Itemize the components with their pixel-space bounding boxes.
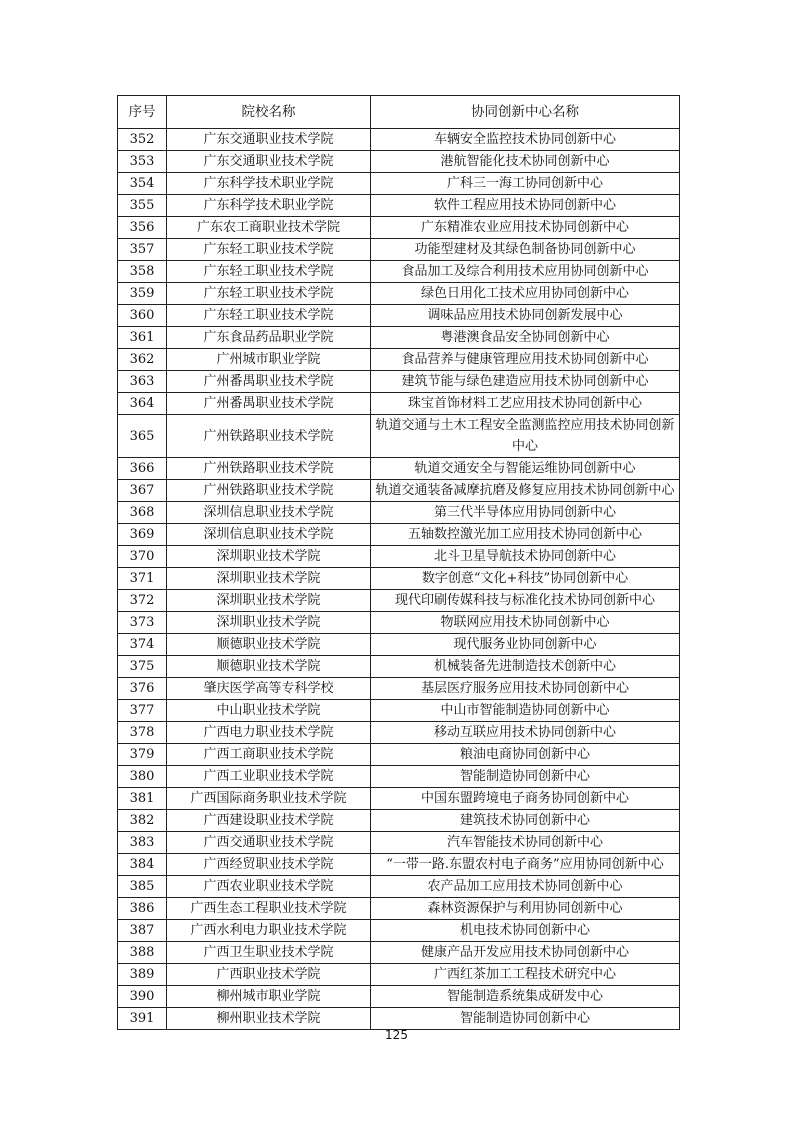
school-name-cell: 广西工业职业技术学院 bbox=[167, 766, 371, 788]
center-name-cell: 食品加工及综合利用技术应用协同创新中心 bbox=[371, 261, 680, 283]
table-row bbox=[118, 700, 680, 722]
table-row bbox=[118, 283, 680, 305]
center-name-cell: 健康产品开发应用技术协同创新中心 bbox=[371, 942, 680, 964]
center-name-cell: 现代服务业协同创新中心 bbox=[371, 634, 680, 656]
center-name-cell: 五轴数控激光加工应用技术协同创新中心 bbox=[371, 524, 680, 546]
table-row bbox=[118, 546, 680, 568]
school-name-cell: 广西卫生职业技术学院 bbox=[167, 942, 371, 964]
row-number-cell: 391 bbox=[118, 1008, 167, 1030]
table-row bbox=[118, 854, 680, 876]
table-row bbox=[118, 744, 680, 766]
school-name-cell: 广西交通职业技术学院 bbox=[167, 832, 371, 854]
table-body bbox=[118, 129, 680, 1030]
table-row bbox=[118, 371, 680, 393]
school-name-cell: 广东食品药品职业学院 bbox=[167, 327, 371, 349]
center-name-cell: 轨道交通安全与智能运维协同创新中心 bbox=[371, 458, 680, 480]
school-name-cell: 广西国际商务职业技术学院 bbox=[167, 788, 371, 810]
school-name-cell: 广东科学技术职业学院 bbox=[167, 195, 371, 217]
school-name-cell: 广东交通职业技术学院 bbox=[167, 129, 371, 151]
row-number-cell: 358 bbox=[118, 261, 167, 283]
row-number-cell: 369 bbox=[118, 524, 167, 546]
table-row bbox=[118, 393, 680, 415]
row-number-cell: 383 bbox=[118, 832, 167, 854]
row-number-cell: 354 bbox=[118, 173, 167, 195]
row-number-cell: 360 bbox=[118, 305, 167, 327]
school-name-cell: 广西电力职业技术学院 bbox=[167, 722, 371, 744]
row-number-cell: 377 bbox=[118, 700, 167, 722]
center-name-cell: 第三代半导体应用协同创新中心 bbox=[371, 502, 680, 524]
table-row bbox=[118, 678, 680, 700]
row-number-cell: 363 bbox=[118, 371, 167, 393]
row-number-cell: 371 bbox=[118, 568, 167, 590]
school-name-cell: 广东科学技术职业学院 bbox=[167, 173, 371, 195]
table-row bbox=[118, 129, 680, 151]
row-number-cell: 365 bbox=[118, 415, 167, 458]
center-name-cell: 北斗卫星导航技术协同创新中心 bbox=[371, 546, 680, 568]
center-name-cell: 物联网应用技术协同创新中心 bbox=[371, 612, 680, 634]
row-number-cell: 353 bbox=[118, 151, 167, 173]
table-row bbox=[118, 195, 680, 217]
row-number-cell: 380 bbox=[118, 766, 167, 788]
center-name-cell: 调味品应用技术协同创新发展中心 bbox=[371, 305, 680, 327]
school-name-cell: 深圳职业技术学院 bbox=[167, 612, 371, 634]
row-number-cell: 390 bbox=[118, 986, 167, 1008]
row-number-cell: 367 bbox=[118, 480, 167, 502]
table-row bbox=[118, 415, 680, 458]
school-name-cell: 广州番禺职业技术学院 bbox=[167, 371, 371, 393]
table-row bbox=[118, 942, 680, 964]
school-name-cell: 深圳信息职业技术学院 bbox=[167, 502, 371, 524]
school-name-cell: 广东农工商职业技术学院 bbox=[167, 217, 371, 239]
table-row bbox=[118, 173, 680, 195]
table-row bbox=[118, 876, 680, 898]
table-row bbox=[118, 898, 680, 920]
center-name-cell: 功能型建材及其绿色制备协同创新中心 bbox=[371, 239, 680, 261]
center-name-cell: 机电技术协同创新中心 bbox=[371, 920, 680, 942]
row-number-cell: 372 bbox=[118, 590, 167, 612]
table-row bbox=[118, 1008, 680, 1030]
school-name-cell: 广东轻工职业技术学院 bbox=[167, 283, 371, 305]
school-name-cell: 广西生态工程职业技术学院 bbox=[167, 898, 371, 920]
center-name-cell: 广西红茶加工工程技术研究中心 bbox=[371, 964, 680, 986]
table-row bbox=[118, 349, 680, 371]
row-number-cell: 375 bbox=[118, 656, 167, 678]
school-name-cell: 广西经贸职业技术学院 bbox=[167, 854, 371, 876]
school-name-cell: 广东轻工职业技术学院 bbox=[167, 239, 371, 261]
center-name-cell: 港航智能化技术协同创新中心 bbox=[371, 151, 680, 173]
row-number-cell: 387 bbox=[118, 920, 167, 942]
center-name-cell: 建筑技术协同创新中心 bbox=[371, 810, 680, 832]
page-number: 125 bbox=[385, 1028, 408, 1042]
row-number-cell: 364 bbox=[118, 393, 167, 415]
table-row bbox=[118, 656, 680, 678]
school-name-cell: 柳州职业技术学院 bbox=[167, 1008, 371, 1030]
center-name-cell: 智能制造系统集成研发中心 bbox=[371, 986, 680, 1008]
row-number-cell: 378 bbox=[118, 722, 167, 744]
table-row bbox=[118, 832, 680, 854]
center-name-cell: 农产品加工应用技术协同创新中心 bbox=[371, 876, 680, 898]
school-name-cell: 广州铁路职业技术学院 bbox=[167, 458, 371, 480]
center-name-cell: 广东精准农业应用技术协同创新中心 bbox=[371, 217, 680, 239]
table-row bbox=[118, 722, 680, 744]
table-row bbox=[118, 634, 680, 656]
school-name-cell: 中山职业技术学院 bbox=[167, 700, 371, 722]
center-name-cell: 车辆安全监控技术协同创新中心 bbox=[371, 129, 680, 151]
table-row bbox=[118, 458, 680, 480]
school-name-cell: 顺德职业技术学院 bbox=[167, 656, 371, 678]
center-name-cell: 移动互联应用技术协同创新中心 bbox=[371, 722, 680, 744]
table-row bbox=[118, 217, 680, 239]
center-name-cell: 中山市智能制造协同创新中心 bbox=[371, 700, 680, 722]
center-name-cell: 珠宝首饰材料工艺应用技术协同创新中心 bbox=[371, 393, 680, 415]
center-name-cell: 基层医疗服务应用技术协同创新中心 bbox=[371, 678, 680, 700]
header-school: 院校名称 bbox=[167, 96, 371, 129]
center-name-cell: 智能制造协同创新中心 bbox=[371, 766, 680, 788]
table-row bbox=[118, 151, 680, 173]
table-row bbox=[118, 590, 680, 612]
center-name-cell: “一带一路.东盟农村电子商务”应用协同创新中心 bbox=[371, 854, 680, 876]
school-name-cell: 广西工商职业技术学院 bbox=[167, 744, 371, 766]
table-row bbox=[118, 327, 680, 349]
row-number-cell: 352 bbox=[118, 129, 167, 151]
row-number-cell: 376 bbox=[118, 678, 167, 700]
row-number-cell: 373 bbox=[118, 612, 167, 634]
center-name-cell: 软件工程应用技术协同创新中心 bbox=[371, 195, 680, 217]
row-number-cell: 359 bbox=[118, 283, 167, 305]
row-number-cell: 389 bbox=[118, 964, 167, 986]
school-name-cell: 广州铁路职业技术学院 bbox=[167, 480, 371, 502]
table-row bbox=[118, 788, 680, 810]
center-name-cell: 轨道交通装备减摩抗磨及修复应用技术协同创新中心 bbox=[371, 480, 680, 502]
center-name-cell: 粤港澳食品安全协同创新中心 bbox=[371, 327, 680, 349]
school-name-cell: 广西农业职业技术学院 bbox=[167, 876, 371, 898]
center-name-cell: 机械装备先进制造技术创新中心 bbox=[371, 656, 680, 678]
table-row bbox=[118, 524, 680, 546]
center-name-cell: 绿色日用化工技术应用协同创新中心 bbox=[371, 283, 680, 305]
table-row bbox=[118, 480, 680, 502]
school-name-cell: 广东轻工职业技术学院 bbox=[167, 305, 371, 327]
row-number-cell: 361 bbox=[118, 327, 167, 349]
row-number-cell: 385 bbox=[118, 876, 167, 898]
table-row bbox=[118, 964, 680, 986]
school-name-cell: 肇庆医学高等专科学校 bbox=[167, 678, 371, 700]
school-name-cell: 深圳信息职业技术学院 bbox=[167, 524, 371, 546]
innovation-center-table bbox=[117, 95, 680, 1030]
center-name-cell: 建筑节能与绿色建造应用技术协同创新中心 bbox=[371, 371, 680, 393]
table-row bbox=[118, 568, 680, 590]
table-row bbox=[118, 261, 680, 283]
row-number-cell: 355 bbox=[118, 195, 167, 217]
table-row bbox=[118, 612, 680, 634]
row-number-cell: 357 bbox=[118, 239, 167, 261]
table-row bbox=[118, 766, 680, 788]
school-name-cell: 广西建设职业技术学院 bbox=[167, 810, 371, 832]
table-row bbox=[118, 920, 680, 942]
school-name-cell: 深圳职业技术学院 bbox=[167, 590, 371, 612]
center-name-cell: 森林资源保护与利用协同创新中心 bbox=[371, 898, 680, 920]
school-name-cell: 广东交通职业技术学院 bbox=[167, 151, 371, 173]
school-name-cell: 顺德职业技术学院 bbox=[167, 634, 371, 656]
center-name-cell: 现代印刷传媒科技与标准化技术协同创新中心 bbox=[371, 590, 680, 612]
table-row bbox=[118, 239, 680, 261]
center-name-cell: 智能制造协同创新中心 bbox=[371, 1008, 680, 1030]
row-number-cell: 379 bbox=[118, 744, 167, 766]
row-number-cell: 368 bbox=[118, 502, 167, 524]
center-name-cell: 轨道交通与土木工程安全监测监控应用技术协同创新中心 bbox=[371, 415, 680, 458]
center-name-cell: 中国东盟跨境电子商务协同创新中心 bbox=[371, 788, 680, 810]
school-name-cell: 广州番禺职业技术学院 bbox=[167, 393, 371, 415]
table-row bbox=[118, 305, 680, 327]
school-name-cell: 广州城市职业学院 bbox=[167, 349, 371, 371]
school-name-cell: 柳州城市职业学院 bbox=[167, 986, 371, 1008]
row-number-cell: 374 bbox=[118, 634, 167, 656]
center-name-cell: 数字创意“文化+科技”协同创新中心 bbox=[371, 568, 680, 590]
school-name-cell: 广东轻工职业技术学院 bbox=[167, 261, 371, 283]
table-row bbox=[118, 502, 680, 524]
row-number-cell: 381 bbox=[118, 788, 167, 810]
row-number-cell: 362 bbox=[118, 349, 167, 371]
table-header-row bbox=[118, 96, 680, 129]
row-number-cell: 388 bbox=[118, 942, 167, 964]
header-num: 序号 bbox=[118, 96, 167, 129]
row-number-cell: 370 bbox=[118, 546, 167, 568]
school-name-cell: 深圳职业技术学院 bbox=[167, 546, 371, 568]
school-name-cell: 深圳职业技术学院 bbox=[167, 568, 371, 590]
row-number-cell: 366 bbox=[118, 458, 167, 480]
row-number-cell: 356 bbox=[118, 217, 167, 239]
center-name-cell: 食品营养与健康管理应用技术协同创新中心 bbox=[371, 349, 680, 371]
school-name-cell: 广西职业技术学院 bbox=[167, 964, 371, 986]
table-row bbox=[118, 986, 680, 1008]
row-number-cell: 384 bbox=[118, 854, 167, 876]
center-name-cell: 广科三一海工协同创新中心 bbox=[371, 173, 680, 195]
center-name-cell: 汽车智能技术协同创新中心 bbox=[371, 832, 680, 854]
school-name-cell: 广州铁路职业技术学院 bbox=[167, 415, 371, 458]
row-number-cell: 386 bbox=[118, 898, 167, 920]
center-name-cell: 粮油电商协同创新中心 bbox=[371, 744, 680, 766]
table-row bbox=[118, 810, 680, 832]
school-name-cell: 广西水利电力职业技术学院 bbox=[167, 920, 371, 942]
row-number-cell: 382 bbox=[118, 810, 167, 832]
header-center: 协同创新中心名称 bbox=[371, 96, 680, 129]
